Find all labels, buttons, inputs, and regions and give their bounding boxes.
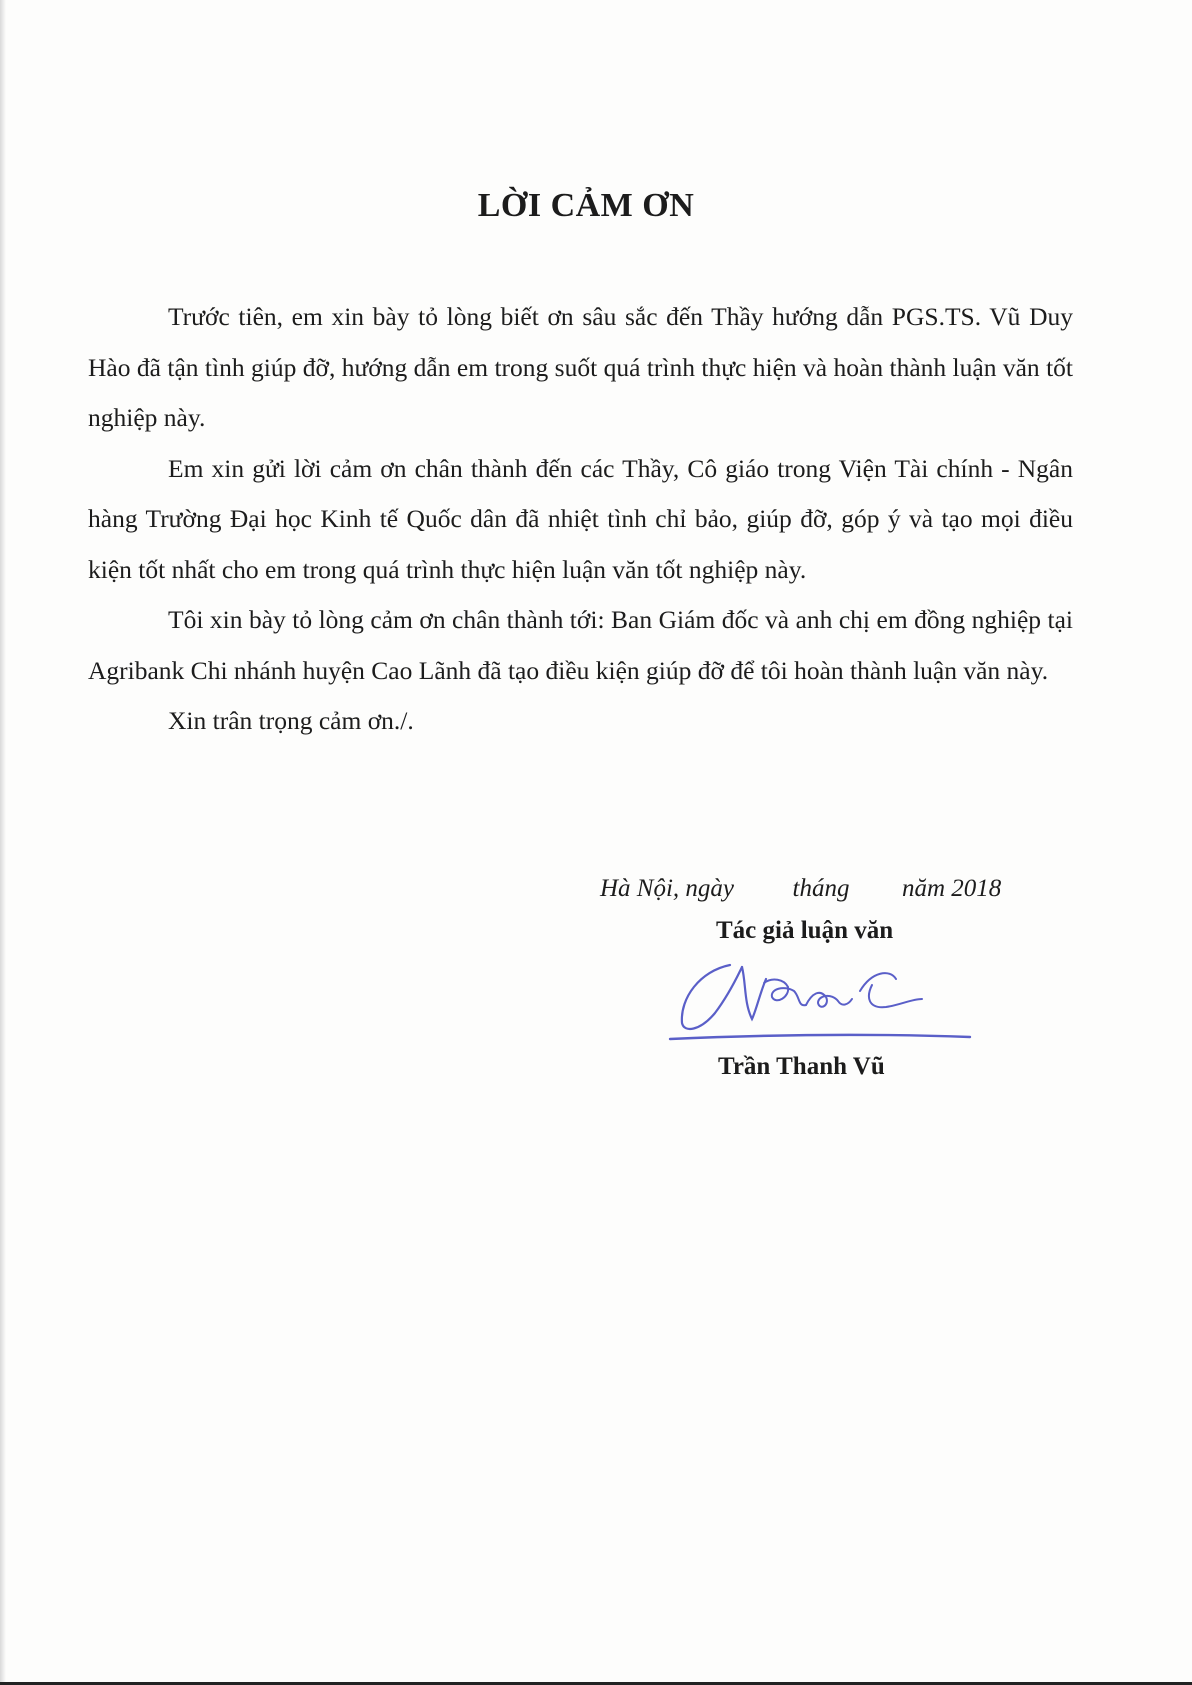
paragraph-3: Tôi xin bày tỏ lòng cảm ơn chân thành tới: Ban Giám đốc và anh chị em đồng nghiệp tại Agribank Chi nhánh huyện Cao Lãnh đã tạo điều kiện giúp đỡ để tôi hoàn thành luận văn này. <box>88 605 1073 685</box>
body-text <box>88 292 1073 747</box>
handwritten-signature <box>660 953 980 1048</box>
page-title: LỜI CẢM ƠN <box>477 187 695 224</box>
paragraph-1: Trước tiên, em xin bày tỏ lòng biết ơn sâu sắc đến Thầy hướng dẫn PGS.TS. Vũ Duy Hào đã tận tình giúp đỡ, hướng dẫn em trong suốt quá trình thực hiện và hoàn thành luận văn tốt nghiệp này. <box>88 302 1073 432</box>
page-left-edge <box>0 0 6 1685</box>
place-date-line <box>600 875 1001 903</box>
paragraph-2: Em xin gửi lời cảm ơn chân thành đến các Thầy, Cô giáo trong Viện Tài chính - Ngân hàng Trường Đại học Kinh tế Quốc dân đã nhiệt tình chỉ bảo, giúp đỡ, góp ý và tạo mọi điều kiện tốt nhất cho em trong quá trình thực hiện luận văn tốt nghiệp này. <box>88 453 1073 584</box>
place-date-year: năm 2018 <box>901 875 1002 902</box>
place-date-month: tháng <box>792 875 850 902</box>
author-label: Tác giả luận văn <box>716 917 894 944</box>
author-name: Trần Thanh Vũ <box>718 1053 885 1080</box>
place-date-place: Hà Nội, ngày <box>600 875 735 902</box>
paragraph-closing: Xin trân trọng cảm ơn./. <box>168 706 414 735</box>
